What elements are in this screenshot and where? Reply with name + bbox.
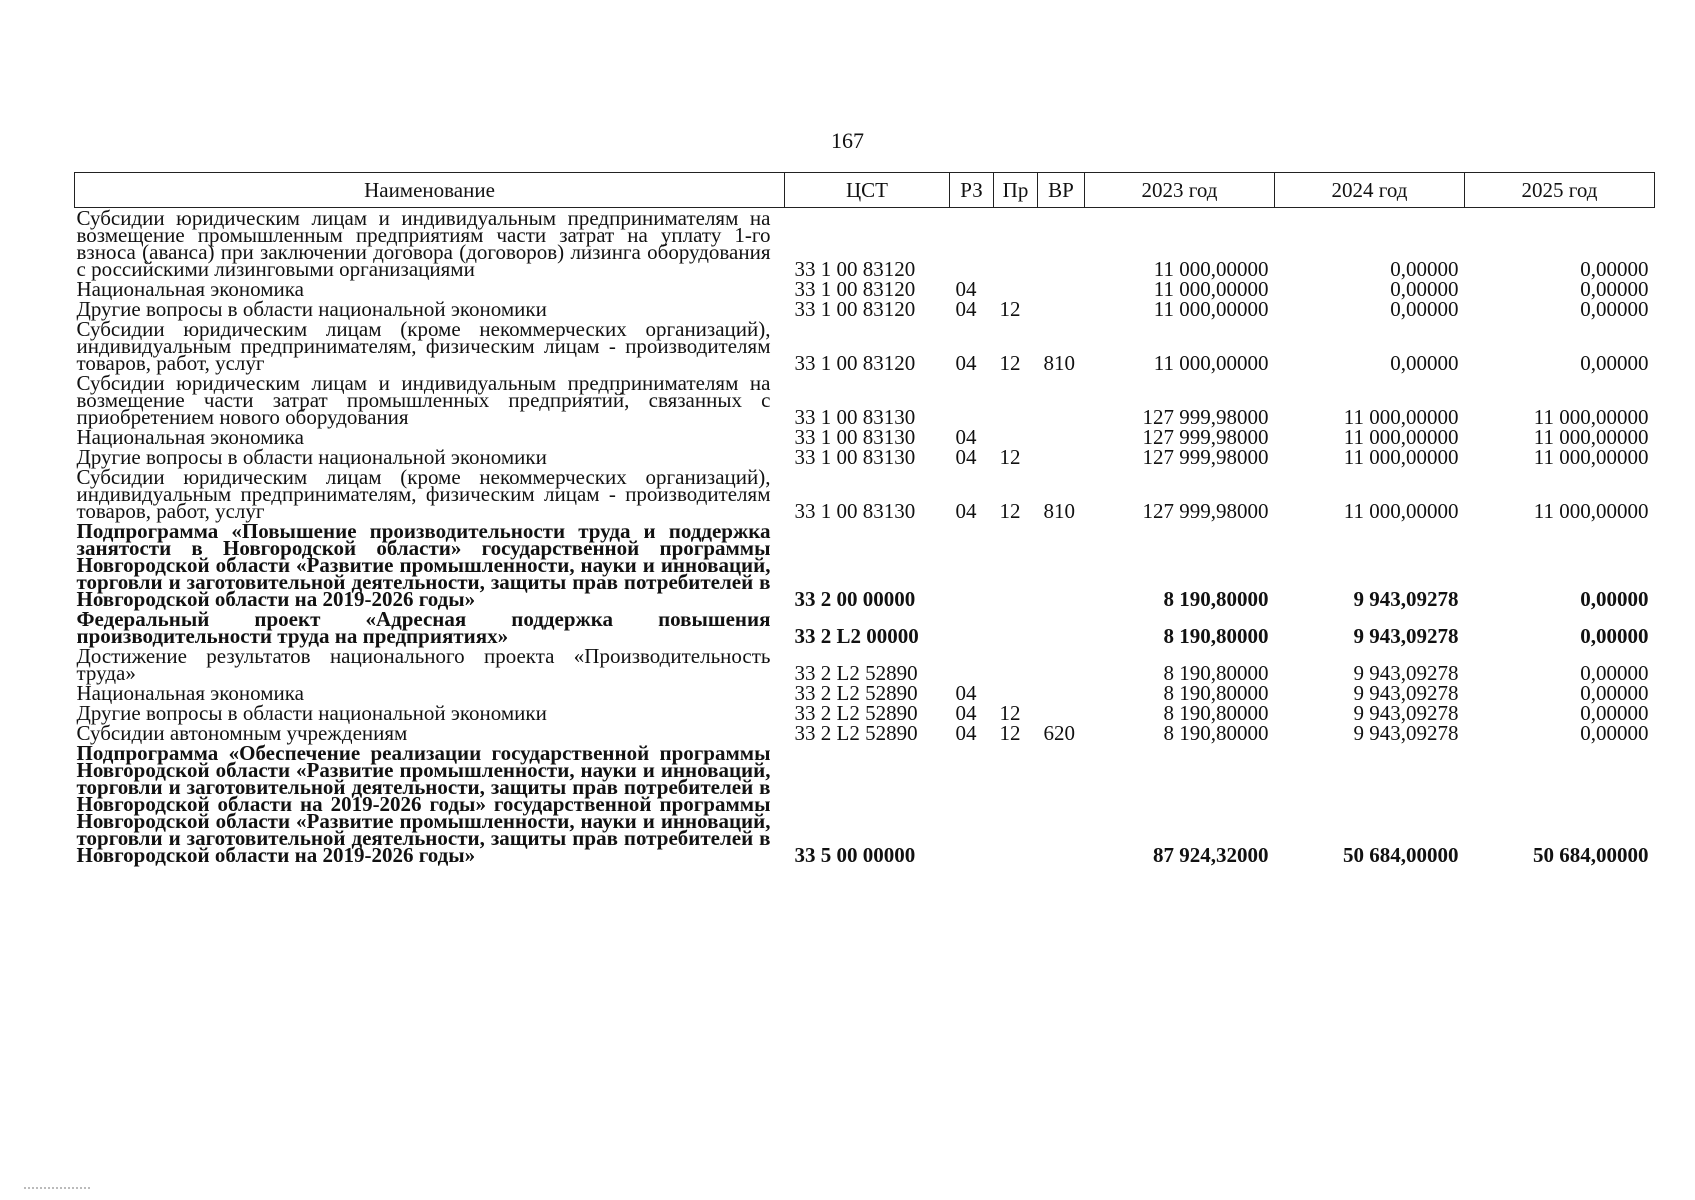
row-code: 33 1 00 83120 <box>794 257 916 281</box>
row-vr <box>1038 447 1085 467</box>
row-pr <box>994 373 1038 427</box>
row-code: 33 2 L2 52890 <box>794 721 918 745</box>
row-amount-2023: 127 999,98000 <box>1142 445 1269 469</box>
row-code: 33 1 00 83130 <box>794 445 916 469</box>
row-rz: 04 <box>955 445 977 469</box>
row-vr <box>1038 373 1085 427</box>
row-name: Подпрограмма «Обеспечение реализации государственной программы Новгородской области «Развитие промышленности, науки и инноваций, торговли и заготовительной деятельности, защиты прав потребителей в Новгородской области на 2019-2026 годы» государственной программы Новгородской области «Развитие промышленности, науки и инноваций, торговли и заготовительной деятельности, защиты прав потребителей в Новгородской области на 2019-2026 годы» <box>76 741 771 867</box>
row-amount-2024: 11 000,00000 <box>1343 499 1459 523</box>
table-row <box>75 447 1655 467</box>
row-amount-2024: 0,00000 <box>1390 297 1459 321</box>
row-pr <box>994 521 1038 609</box>
row-amount-2025: 11 000,00000 <box>1533 425 1649 449</box>
row-pr <box>994 743 1038 865</box>
header-rz: РЗ <box>950 173 994 208</box>
table-row <box>75 319 1655 373</box>
row-code: 33 2 L2 00000 <box>794 624 919 648</box>
row-amount-2025: 0,00000 <box>1580 351 1649 375</box>
row-pr: 12 <box>999 701 1021 725</box>
row-code: 33 2 L2 52890 <box>794 681 918 705</box>
row-amount-2024: 0,00000 <box>1390 351 1459 375</box>
row-amount-2024: 0,00000 <box>1390 277 1459 301</box>
header-2025: 2025 год <box>1465 173 1655 208</box>
table-row <box>75 521 1655 609</box>
row-amount-2023: 11 000,00000 <box>1153 351 1269 375</box>
table-row <box>75 467 1655 521</box>
row-code: 33 1 00 83120 <box>794 297 916 321</box>
row-amount-2024: 11 000,00000 <box>1343 405 1459 429</box>
header-2024: 2024 год <box>1275 173 1465 208</box>
row-code: 33 1 00 83130 <box>794 405 916 429</box>
row-amount-2025: 0,00000 <box>1580 681 1649 705</box>
row-pr <box>994 279 1038 299</box>
row-rz: 04 <box>955 297 977 321</box>
row-amount-2025: 11 000,00000 <box>1533 405 1649 429</box>
row-pr: 12 <box>999 499 1021 523</box>
row-vr: 620 <box>1043 721 1075 745</box>
table-row <box>75 609 1655 646</box>
table-row <box>75 208 1655 280</box>
row-amount-2023: 11 000,00000 <box>1153 297 1269 321</box>
row-amount-2024: 11 000,00000 <box>1343 445 1459 469</box>
row-amount-2025: 0,00000 <box>1580 721 1649 745</box>
row-name: Национальная экономика <box>76 277 304 301</box>
row-pr <box>994 646 1038 683</box>
row-amount-2025: 0,00000 <box>1580 661 1649 685</box>
row-pr: 12 <box>999 721 1021 745</box>
row-name: Национальная экономика <box>76 681 304 705</box>
budget-table <box>74 172 1655 865</box>
row-amount-2024: 9 943,09278 <box>1353 661 1459 685</box>
row-amount-2023: 11 000,00000 <box>1153 277 1269 301</box>
row-name: Субсидии автономным учреждениям <box>76 721 408 745</box>
row-rz: 04 <box>955 721 977 745</box>
row-amount-2023: 127 999,98000 <box>1142 405 1269 429</box>
row-name: Субсидии юридическим лицам (кроме некоммерческих организаций), индивидуальным предпринимателям, физическим лицам - производителям товаров, работ, услуг <box>76 465 771 523</box>
row-vr <box>1038 427 1085 447</box>
row-code: 33 1 00 83120 <box>794 277 916 301</box>
row-amount-2025: 11 000,00000 <box>1533 499 1649 523</box>
row-code: 33 2 L2 52890 <box>794 661 918 685</box>
table-row <box>75 427 1655 447</box>
table-body <box>75 208 1655 866</box>
row-amount-2023: 11 000,00000 <box>1153 257 1269 281</box>
row-rz: 04 <box>955 701 977 725</box>
row-code: 33 1 00 83130 <box>794 499 916 523</box>
row-amount-2024: 11 000,00000 <box>1343 425 1459 449</box>
row-amount-2025: 0,00000 <box>1580 257 1649 281</box>
row-amount-2025: 0,00000 <box>1580 624 1649 648</box>
row-amount-2025: 11 000,00000 <box>1533 445 1649 469</box>
row-rz <box>950 208 994 280</box>
header-pr: Пр <box>994 173 1038 208</box>
header-vr: ВР <box>1038 173 1085 208</box>
row-name: Федеральный проект «Адресная поддержка повышения производительности труда на предприятиях» <box>76 607 771 648</box>
row-rz: 04 <box>955 277 977 301</box>
header-2023: 2023 год <box>1085 173 1275 208</box>
row-pr <box>994 683 1038 703</box>
row-amount-2024: 9 943,09278 <box>1353 587 1459 611</box>
row-rz: 04 <box>955 681 977 705</box>
row-code: 33 1 00 83120 <box>794 351 916 375</box>
row-amount-2023: 8 190,80000 <box>1163 661 1269 685</box>
row-amount-2023: 127 999,98000 <box>1142 499 1269 523</box>
row-amount-2024: 9 943,09278 <box>1353 681 1459 705</box>
row-amount-2023: 127 999,98000 <box>1142 425 1269 449</box>
row-rz <box>950 373 994 427</box>
row-vr <box>1038 208 1085 280</box>
row-vr <box>1038 279 1085 299</box>
row-name: Подпрограмма «Повышение производительности труда и поддержка занятости в Новгородской области» государственной программы Новгородской области «Развитие промышленности, науки и инноваций, торговли и заготовительной деятельности, защиты прав потребителей в Новгородской области на 2019-2026 годы» <box>76 519 771 611</box>
row-amount-2024: 50 684,00000 <box>1343 843 1459 867</box>
row-amount-2025: 0,00000 <box>1580 701 1649 725</box>
row-amount-2024: 9 943,09278 <box>1353 701 1459 725</box>
row-amount-2024: 9 943,09278 <box>1353 624 1459 648</box>
row-vr <box>1038 743 1085 865</box>
row-amount-2023: 8 190,80000 <box>1163 701 1269 725</box>
row-name: Достижение результатов национального проекта «Производительность труда» <box>76 644 771 685</box>
row-rz <box>950 609 994 646</box>
row-name: Субсидии юридическим лицам и индивидуальным предпринимателям на возмещение промышленным предприятиям части затрат на уплату 1-го взноса (аванса) при заключении договора (договоров) лизинга оборудования с российскими лизинговыми организациями <box>76 206 771 281</box>
row-amount-2024: 0,00000 <box>1390 257 1459 281</box>
table-row <box>75 279 1655 299</box>
row-pr: 12 <box>999 445 1021 469</box>
row-name: Национальная экономика <box>76 425 304 449</box>
row-amount-2024: 9 943,09278 <box>1353 721 1459 745</box>
row-amount-2025: 0,00000 <box>1580 277 1649 301</box>
row-rz <box>950 646 994 683</box>
header-code: ЦСТ <box>785 173 950 208</box>
table-row <box>75 743 1655 865</box>
table-row <box>75 373 1655 427</box>
row-name: Другие вопросы в области национальной экономики <box>76 297 547 321</box>
row-rz: 04 <box>955 351 977 375</box>
table-header-row <box>75 173 1655 208</box>
table-row <box>75 299 1655 319</box>
page-number: 167 <box>831 128 864 153</box>
row-code: 33 5 00 00000 <box>794 843 916 867</box>
row-pr <box>994 609 1038 646</box>
table-row <box>75 646 1655 683</box>
row-vr: 810 <box>1043 351 1075 375</box>
row-amount-2023: 87 924,32000 <box>1153 843 1269 867</box>
row-name: Субсидии юридическим лицам (кроме некоммерческих организаций), индивидуальным предпринимателям, физическим лицам - производителям товаров, работ, услуг <box>76 317 771 375</box>
row-vr: 810 <box>1043 499 1075 523</box>
row-name: Другие вопросы в области национальной экономики <box>76 445 547 469</box>
row-vr <box>1038 703 1085 723</box>
row-amount-2023: 8 190,80000 <box>1163 721 1269 745</box>
table-row <box>75 723 1655 743</box>
row-vr <box>1038 521 1085 609</box>
row-amount-2025: 50 684,00000 <box>1533 843 1649 867</box>
row-rz <box>950 521 994 609</box>
row-code: 33 2 00 00000 <box>794 587 916 611</box>
table-row <box>75 703 1655 723</box>
row-vr <box>1038 683 1085 703</box>
row-rz <box>950 743 994 865</box>
row-vr <box>1038 299 1085 319</box>
row-vr <box>1038 646 1085 683</box>
row-amount-2023: 8 190,80000 <box>1163 624 1269 648</box>
row-amount-2023: 8 190,80000 <box>1163 587 1269 611</box>
row-amount-2025: 0,00000 <box>1580 587 1649 611</box>
row-code: 33 1 00 83130 <box>794 425 916 449</box>
row-rz: 04 <box>955 499 977 523</box>
row-pr: 12 <box>999 351 1021 375</box>
header-name: Наименование <box>75 173 785 208</box>
row-pr <box>994 208 1038 280</box>
row-pr: 12 <box>999 297 1021 321</box>
scan-artifact <box>24 1187 92 1189</box>
row-amount-2025: 0,00000 <box>1580 297 1649 321</box>
table-row <box>75 683 1655 703</box>
row-pr <box>994 427 1038 447</box>
row-name: Другие вопросы в области национальной экономики <box>76 701 547 725</box>
row-code: 33 2 L2 52890 <box>794 701 918 725</box>
row-amount-2023: 8 190,80000 <box>1163 681 1269 705</box>
row-rz: 04 <box>955 425 977 449</box>
row-vr <box>1038 609 1085 646</box>
row-name: Субсидии юридическим лицам и индивидуальным предпринимателям на возмещение части затрат промышленных предприятий, связанных с приобретением нового оборудования <box>76 371 771 429</box>
